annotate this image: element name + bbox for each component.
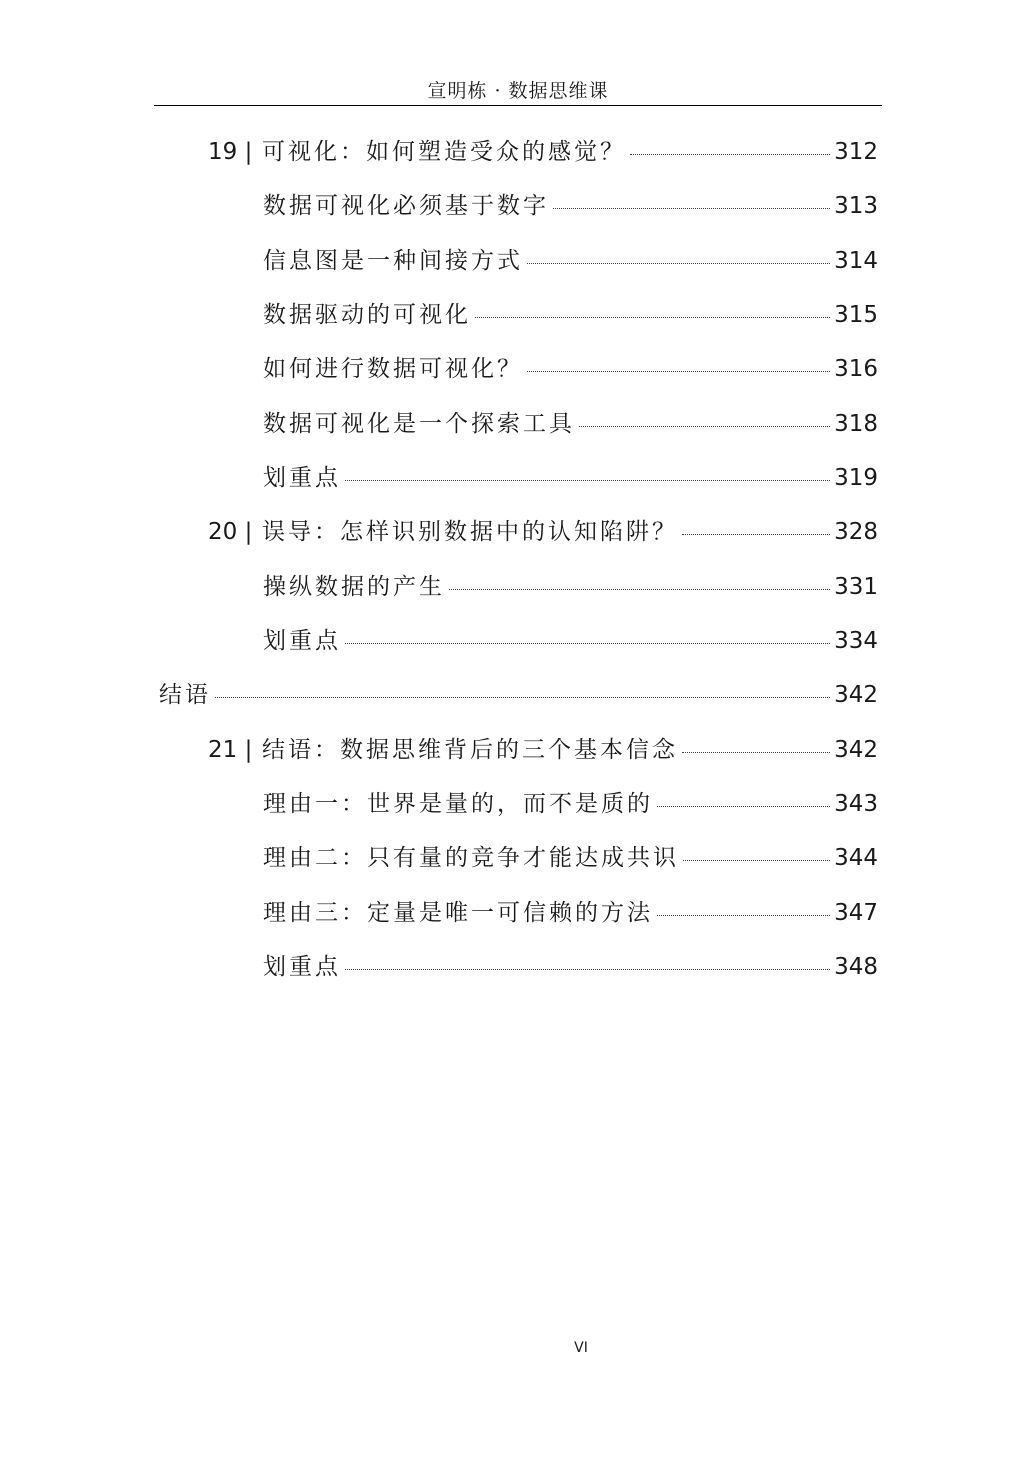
dot-leader <box>657 806 830 807</box>
chapter-number: 19 | <box>208 139 253 165</box>
dot-leader <box>345 969 830 970</box>
chapter-number: 21 | <box>208 737 253 763</box>
toc-page-number: 348 <box>834 954 878 980</box>
toc-page-number: 331 <box>834 574 878 600</box>
toc-entry-title: 理由三：定量是唯一可信赖的方法 <box>263 900 653 926</box>
toc-entry-section[interactable] <box>263 785 878 825</box>
toc-entry-section[interactable] <box>263 187 878 227</box>
toc-entry-section[interactable] <box>263 350 878 390</box>
dot-leader <box>345 643 830 644</box>
toc-entry-title: 结语 <box>159 682 211 708</box>
toc-entry-title: 数据可视化是一个探索工具 <box>263 411 575 437</box>
toc-page-number: 319 <box>834 465 878 491</box>
toc-entry-title: 理由一：世界是量的，而不是质的 <box>263 791 653 817</box>
dot-leader <box>682 752 830 753</box>
toc-entry-title: 理由二：只有量的竞争才能达成共识 <box>263 845 679 871</box>
toc-entry-title: 数据可视化必须基于数字 <box>263 193 549 219</box>
toc-page-number: 342 <box>834 682 878 708</box>
toc-entry-chapter[interactable] <box>208 513 878 553</box>
toc-page-number: 315 <box>834 302 878 328</box>
toc-page-number: 343 <box>834 791 878 817</box>
dot-leader <box>682 534 830 535</box>
toc-page-number: 334 <box>834 628 878 654</box>
toc-page-number: 314 <box>834 248 878 274</box>
toc-page-number: 313 <box>834 193 878 219</box>
toc-entry-title: 划重点 <box>263 954 341 980</box>
toc-page-number: 347 <box>834 900 878 926</box>
toc-page-number: 328 <box>834 519 878 545</box>
toc-entry-title: 可视化：如何塑造受众的感觉？ <box>262 139 626 165</box>
dot-leader <box>579 426 830 427</box>
toc-entry-section[interactable] <box>263 242 878 282</box>
dot-leader <box>345 480 830 481</box>
toc-entry-title: 如何进行数据可视化？ <box>263 356 523 382</box>
toc-entry-section[interactable] <box>263 948 878 988</box>
toc-entry-chapter[interactable] <box>208 133 878 173</box>
toc-entry-part[interactable] <box>159 676 878 716</box>
toc-entry-title: 信息图是一种间接方式 <box>263 248 523 274</box>
dot-leader <box>657 915 830 916</box>
dot-leader <box>527 371 830 372</box>
toc-entry-section[interactable] <box>263 622 878 662</box>
toc-page-number: 316 <box>834 356 878 382</box>
toc-entry-chapter[interactable] <box>208 731 878 771</box>
running-header: 宣明栋 · 数据思维课 <box>427 80 609 102</box>
toc-page-number: 344 <box>834 845 878 871</box>
toc-entry-section[interactable] <box>263 839 878 879</box>
chapter-number: 20 | <box>208 519 253 545</box>
toc-entry-section[interactable] <box>263 894 878 934</box>
dot-leader <box>475 317 830 318</box>
toc-entry-title: 操纵数据的产生 <box>263 574 445 600</box>
toc-entry-section[interactable] <box>263 568 878 608</box>
dot-leader <box>215 697 830 698</box>
toc-entry-title: 结语：数据思维背后的三个基本信念 <box>262 737 678 763</box>
toc-entry-title: 划重点 <box>263 628 341 654</box>
dot-leader <box>449 589 830 590</box>
toc-entry-section[interactable] <box>263 459 878 499</box>
toc-entry-title: 数据驱动的可视化 <box>263 302 471 328</box>
header-rule <box>154 105 882 106</box>
dot-leader <box>527 263 830 264</box>
dot-leader <box>683 860 830 861</box>
toc-entry-title: 误导：怎样识别数据中的认知陷阱？ <box>262 519 678 545</box>
dot-leader <box>553 208 830 209</box>
toc-page-number: 318 <box>834 411 878 437</box>
toc-entry-title: 划重点 <box>263 465 341 491</box>
dot-leader <box>630 154 830 155</box>
toc-entry-section[interactable] <box>263 405 878 445</box>
page-number: VI <box>574 1340 588 1356</box>
toc-page-number: 312 <box>834 139 878 165</box>
toc-entry-section[interactable] <box>263 296 878 336</box>
toc-page-number: 342 <box>834 737 878 763</box>
